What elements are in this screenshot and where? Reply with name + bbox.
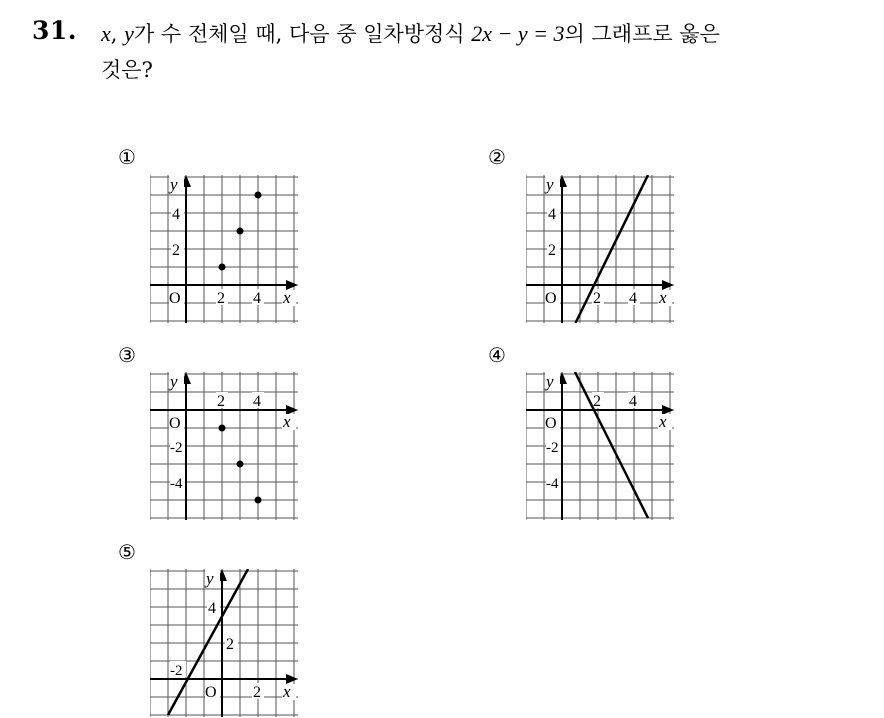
tick-label: 4 <box>548 206 556 223</box>
tick-label: 2 <box>226 636 234 653</box>
equation: 2x − y = 3 <box>471 21 565 46</box>
y-axis-label: y <box>546 175 554 194</box>
y-axis-label: y <box>546 372 554 391</box>
comma: , <box>110 22 125 46</box>
choice-label-2[interactable]: ② <box>488 145 506 169</box>
tick-label: 4 <box>172 206 180 223</box>
tick-label: -4 <box>546 476 559 492</box>
data-point <box>219 425 226 432</box>
y-axis-label: y <box>170 372 178 391</box>
graph-choice-2[interactable] <box>526 175 674 323</box>
tick-label: -2 <box>546 440 559 456</box>
x-axis-label: x <box>659 288 667 307</box>
tick-label: 2 <box>253 684 261 701</box>
choice-label-5[interactable]: ⑤ <box>118 540 136 564</box>
data-point <box>237 228 244 235</box>
tick-label: 2 <box>172 242 180 259</box>
origin-label: O <box>545 415 557 432</box>
tick-label: 4 <box>629 393 637 410</box>
tick-label: 4 <box>253 393 261 410</box>
x-axis-label: x <box>283 682 291 701</box>
tick-label: -2 <box>170 440 183 456</box>
data-point <box>237 461 244 468</box>
tick-label: 4 <box>629 290 637 307</box>
choice-label-1[interactable]: ① <box>118 145 136 169</box>
origin-label: O <box>205 684 217 701</box>
choice-label-3[interactable]: ③ <box>118 343 136 367</box>
data-point <box>255 497 262 504</box>
y-axis-label: y <box>206 569 214 588</box>
graph-choice-4[interactable] <box>526 372 674 520</box>
question-part1: 가 수 전체일 때, 다음 중 일차방정식 <box>133 22 472 46</box>
data-point <box>219 264 226 271</box>
tick-label: -2 <box>170 663 183 679</box>
origin-label: O <box>169 290 181 307</box>
x-axis-label: x <box>283 288 291 307</box>
question-part2: 의 그래프로 옳은 <box>564 22 720 46</box>
graph-choice-3[interactable] <box>150 372 298 520</box>
tick-label: 4 <box>208 600 216 617</box>
question-text <box>101 16 871 88</box>
var-x: x <box>101 21 111 46</box>
question-line2: 것은? <box>101 58 153 82</box>
choice-label-4[interactable]: ④ <box>488 343 506 367</box>
tick-label: 2 <box>593 393 601 410</box>
tick-label: 2 <box>548 242 556 259</box>
x-axis-label: x <box>659 412 667 431</box>
tick-label: -4 <box>170 476 183 492</box>
graph-choice-5[interactable] <box>150 569 298 717</box>
graph-choice-1[interactable] <box>150 175 298 323</box>
tick-label: 2 <box>217 290 225 307</box>
y-axis-label: y <box>170 175 178 194</box>
question-number: 31. <box>32 16 77 45</box>
tick-label: 2 <box>593 290 601 307</box>
var-y: y <box>124 21 134 46</box>
tick-label: 4 <box>253 290 261 307</box>
x-axis-label: x <box>283 412 291 431</box>
origin-label: O <box>169 415 181 432</box>
tick-label: 2 <box>217 393 225 410</box>
data-point <box>255 192 262 199</box>
origin-label: O <box>545 290 557 307</box>
